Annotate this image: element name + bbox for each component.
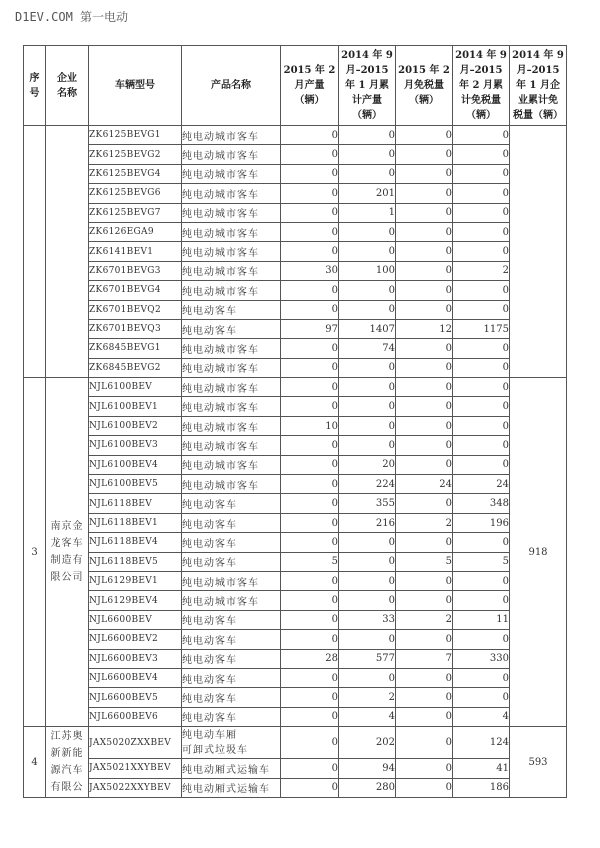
feb-exempt-value: 24 bbox=[396, 475, 453, 494]
feb-production-value: 0 bbox=[281, 533, 339, 552]
cum-production-value: 280 bbox=[339, 778, 396, 797]
feb-production-value: 0 bbox=[281, 281, 339, 300]
vehicle-model: ZK6845BEVG2 bbox=[89, 358, 182, 377]
vehicle-model: ZK6701BEVG3 bbox=[89, 261, 182, 280]
cum-production-value: 0 bbox=[339, 668, 396, 687]
header-text: 2015 年 2 bbox=[283, 65, 336, 76]
cum-production-value: 0 bbox=[339, 552, 396, 571]
table-row bbox=[24, 397, 567, 416]
vehicle-model: JAX5021XXYBEV bbox=[89, 759, 182, 778]
table-row bbox=[24, 242, 567, 261]
feb-exempt-value: 0 bbox=[396, 145, 453, 164]
vehicle-model: ZK6701BEVG4 bbox=[89, 281, 182, 300]
company-name-line: 限公司 bbox=[50, 572, 84, 584]
cum-exempt-value: 2 bbox=[453, 261, 510, 280]
cum-exempt-value: 0 bbox=[453, 455, 510, 474]
product-name: 纯电动城市客车 bbox=[182, 222, 281, 241]
header-text: （辆） bbox=[466, 110, 496, 121]
header-text: 月产量 bbox=[294, 80, 325, 91]
cum-production-value: 94 bbox=[339, 759, 396, 778]
product-name: 纯电动客车 bbox=[182, 533, 281, 552]
product-name: 纯电动城市客车 bbox=[182, 203, 281, 222]
vehicle-model: NJL6100BEV bbox=[89, 378, 182, 397]
feb-production-value: 0 bbox=[281, 242, 339, 261]
cum-exempt-value: 0 bbox=[453, 688, 510, 707]
header-company-cum-exempt bbox=[510, 46, 567, 126]
row-index: 3 bbox=[24, 378, 46, 727]
exemption-table bbox=[23, 45, 567, 798]
vehicle-model: NJL6129BEV1 bbox=[89, 571, 182, 590]
feb-exempt-value: 0 bbox=[396, 339, 453, 358]
feb-exempt-value: 0 bbox=[396, 668, 453, 687]
header-text: 计免税量 bbox=[461, 95, 501, 106]
header-feb-exempt bbox=[396, 46, 453, 126]
vehicle-model: NJL6600BEV bbox=[89, 610, 182, 629]
cum-exempt-value: 4 bbox=[453, 707, 510, 726]
vehicle-model: NJL6118BEV5 bbox=[89, 552, 182, 571]
feb-production-value: 0 bbox=[281, 184, 339, 203]
table-row bbox=[24, 688, 567, 707]
table-row bbox=[24, 552, 567, 571]
table-row bbox=[24, 455, 567, 474]
table-row bbox=[24, 416, 567, 435]
cum-production-value: 0 bbox=[339, 436, 396, 455]
cum-production-value: 20 bbox=[339, 455, 396, 474]
table-row bbox=[24, 571, 567, 590]
table-row bbox=[24, 778, 567, 797]
company-cum-exempt-value: 918 bbox=[510, 378, 567, 727]
product-name: 纯电动城市客车 bbox=[182, 436, 281, 455]
feb-production-value: 0 bbox=[281, 222, 339, 241]
vehicle-model: ZK6125BEVG1 bbox=[89, 126, 182, 145]
watermark-text: D1EV.COM 第一电动 bbox=[15, 10, 129, 24]
feb-exempt-value: 0 bbox=[396, 300, 453, 319]
table-row bbox=[24, 164, 567, 183]
product-name: 纯电动城市客车 bbox=[182, 184, 281, 203]
table-body bbox=[24, 126, 567, 798]
feb-production-value: 0 bbox=[281, 707, 339, 726]
vehicle-model: NJL6600BEV2 bbox=[89, 630, 182, 649]
table-row bbox=[24, 184, 567, 203]
product-name bbox=[182, 727, 281, 759]
table-row bbox=[24, 668, 567, 687]
cum-exempt-value: 186 bbox=[453, 778, 510, 797]
feb-production-value: 0 bbox=[281, 145, 339, 164]
header-text: 年 2 月累 bbox=[459, 80, 503, 91]
header-row bbox=[24, 46, 567, 126]
company-cum-exempt-value: 593 bbox=[510, 727, 567, 798]
table-row bbox=[24, 727, 567, 759]
product-name: 纯电动城市客车 bbox=[182, 455, 281, 474]
table-row bbox=[24, 126, 567, 145]
header-index bbox=[24, 46, 46, 126]
feb-production-value: 0 bbox=[281, 759, 339, 778]
feb-exempt-value: 0 bbox=[396, 184, 453, 203]
product-name: 纯电动城市客车 bbox=[182, 281, 281, 300]
company-name bbox=[46, 727, 89, 798]
cum-exempt-value: 348 bbox=[453, 494, 510, 513]
cum-exempt-value: 0 bbox=[453, 571, 510, 590]
cum-exempt-value: 0 bbox=[453, 358, 510, 377]
feb-production-value: 0 bbox=[281, 727, 339, 759]
vehicle-model: JAX5022XXYBEV bbox=[89, 778, 182, 797]
product-name: 纯电动客车 bbox=[182, 513, 281, 532]
vehicle-model: ZK6701BEVQ3 bbox=[89, 319, 182, 338]
header-company bbox=[46, 46, 89, 126]
cum-exempt-value: 0 bbox=[453, 184, 510, 203]
cum-production-value: 1 bbox=[339, 203, 396, 222]
product-name: 纯电动城市客车 bbox=[182, 164, 281, 183]
feb-production-value: 0 bbox=[281, 475, 339, 494]
cum-production-value: 0 bbox=[339, 533, 396, 552]
product-name: 纯电动城市客车 bbox=[182, 358, 281, 377]
header-text: 序 bbox=[29, 72, 40, 84]
product-name: 纯电动客车 bbox=[182, 319, 281, 338]
cum-exempt-value: 196 bbox=[453, 513, 510, 532]
vehicle-model: ZK6125BEVG2 bbox=[89, 145, 182, 164]
company-name-line: 源汽车 bbox=[50, 765, 84, 776]
cum-exempt-value: 0 bbox=[453, 145, 510, 164]
table-row bbox=[24, 300, 567, 319]
feb-exempt-value: 0 bbox=[396, 436, 453, 455]
feb-production-value: 0 bbox=[281, 126, 339, 145]
header-model: 车辆型号 bbox=[89, 46, 182, 126]
company-name-line: 龙客车 bbox=[50, 538, 84, 550]
row-index bbox=[24, 126, 46, 378]
cum-production-value: 201 bbox=[339, 184, 396, 203]
table-row bbox=[24, 759, 567, 778]
feb-exempt-value: 0 bbox=[396, 203, 453, 222]
product-name: 纯电动城市客车 bbox=[182, 339, 281, 358]
cum-production-value: 74 bbox=[339, 339, 396, 358]
feb-production-value: 0 bbox=[281, 688, 339, 707]
feb-exempt-value: 0 bbox=[396, 164, 453, 183]
product-name: 纯电动城市客车 bbox=[182, 378, 281, 397]
cum-production-value: 0 bbox=[339, 378, 396, 397]
feb-exempt-value: 2 bbox=[396, 610, 453, 629]
cum-production-value: 4 bbox=[339, 707, 396, 726]
table-row bbox=[24, 222, 567, 241]
feb-exempt-value: 0 bbox=[396, 494, 453, 513]
feb-exempt-value: 0 bbox=[396, 630, 453, 649]
vehicle-model: NJL6100BEV2 bbox=[89, 416, 182, 435]
header-text: 计产量 bbox=[352, 95, 382, 106]
vehicle-model: NJL6118BEV4 bbox=[89, 533, 182, 552]
cum-exempt-value: 0 bbox=[453, 126, 510, 145]
feb-exempt-value: 0 bbox=[396, 533, 453, 552]
cum-exempt-value: 0 bbox=[453, 222, 510, 241]
header-cum-production bbox=[339, 46, 396, 126]
feb-exempt-value: 0 bbox=[396, 707, 453, 726]
cum-production-value: 0 bbox=[339, 281, 396, 300]
feb-production-value: 0 bbox=[281, 513, 339, 532]
product-name: 纯电动城市客车 bbox=[182, 242, 281, 261]
table-row bbox=[24, 630, 567, 649]
vehicle-model: ZK6125BEVG4 bbox=[89, 164, 182, 183]
feb-production-value: 5 bbox=[281, 552, 339, 571]
cum-exempt-value: 1175 bbox=[453, 319, 510, 338]
product-name: 纯电动客车 bbox=[182, 649, 281, 668]
feb-exempt-value: 0 bbox=[396, 378, 453, 397]
table-row bbox=[24, 339, 567, 358]
product-name-line: 可卸式垃圾车 bbox=[182, 744, 248, 756]
cum-production-value: 0 bbox=[339, 222, 396, 241]
company-cum-exempt-value bbox=[510, 126, 567, 378]
feb-production-value: 0 bbox=[281, 436, 339, 455]
feb-production-value: 0 bbox=[281, 339, 339, 358]
cum-production-value: 0 bbox=[339, 126, 396, 145]
feb-production-value: 0 bbox=[281, 378, 339, 397]
table-row bbox=[24, 591, 567, 610]
feb-production-value: 0 bbox=[281, 668, 339, 687]
cum-exempt-value: 5 bbox=[453, 552, 510, 571]
cum-exempt-value: 0 bbox=[453, 416, 510, 435]
cum-exempt-value: 0 bbox=[453, 281, 510, 300]
header-text: 月免税量 bbox=[404, 80, 444, 91]
product-name: 纯电动客车 bbox=[182, 668, 281, 687]
vehicle-model: JAX5020ZXXBEV bbox=[89, 727, 182, 759]
product-name: 纯电动厢式运输车 bbox=[182, 778, 281, 797]
product-name: 纯电动厢式运输车 bbox=[182, 759, 281, 778]
product-name: 纯电动客车 bbox=[182, 707, 281, 726]
vehicle-model: NJL6600BEV4 bbox=[89, 668, 182, 687]
header-text: 月–2015 bbox=[516, 65, 560, 76]
feb-exempt-value: 0 bbox=[396, 358, 453, 377]
header-text: 月–2015 bbox=[459, 65, 503, 76]
feb-production-value: 0 bbox=[281, 164, 339, 183]
cum-exempt-value: 0 bbox=[453, 397, 510, 416]
cum-production-value: 0 bbox=[339, 242, 396, 261]
vehicle-model: NJL6118BEV1 bbox=[89, 513, 182, 532]
feb-production-value: 0 bbox=[281, 358, 339, 377]
cum-production-value: 0 bbox=[339, 416, 396, 435]
cum-production-value: 355 bbox=[339, 494, 396, 513]
table-row bbox=[24, 145, 567, 164]
vehicle-model: NJL6129BEV4 bbox=[89, 591, 182, 610]
product-name: 纯电动城市客车 bbox=[182, 475, 281, 494]
cum-production-value: 2 bbox=[339, 688, 396, 707]
header-text: 税量（辆） bbox=[513, 110, 563, 121]
cum-production-value: 33 bbox=[339, 610, 396, 629]
product-name: 纯电动客车 bbox=[182, 688, 281, 707]
feb-exempt-value: 0 bbox=[396, 126, 453, 145]
cum-exempt-value: 124 bbox=[453, 727, 510, 759]
cum-production-value: 216 bbox=[339, 513, 396, 532]
feb-exempt-value: 7 bbox=[396, 649, 453, 668]
vehicle-model: NJL6100BEV4 bbox=[89, 455, 182, 474]
product-name: 纯电动客车 bbox=[182, 552, 281, 571]
feb-production-value: 0 bbox=[281, 300, 339, 319]
cum-production-value: 0 bbox=[339, 571, 396, 590]
feb-exempt-value: 0 bbox=[396, 397, 453, 416]
feb-production-value: 0 bbox=[281, 397, 339, 416]
feb-production-value: 30 bbox=[281, 261, 339, 280]
product-name: 纯电动城市客车 bbox=[182, 261, 281, 280]
header-text: 业累计免 bbox=[518, 95, 558, 106]
header-text: （辆） bbox=[409, 95, 439, 106]
product-name: 纯电动客车 bbox=[182, 300, 281, 319]
header-text: 年 1 月企 bbox=[516, 80, 560, 91]
cum-exempt-value: 0 bbox=[453, 630, 510, 649]
product-name: 纯电动客车 bbox=[182, 494, 281, 513]
header-text: 名称 bbox=[57, 87, 77, 99]
header-text: 月–2015 bbox=[345, 65, 389, 76]
cum-production-value: 0 bbox=[339, 145, 396, 164]
vehicle-model: NJL6600BEV3 bbox=[89, 649, 182, 668]
feb-exempt-value: 0 bbox=[396, 759, 453, 778]
product-name: 纯电动客车 bbox=[182, 630, 281, 649]
feb-exempt-value: 0 bbox=[396, 222, 453, 241]
product-name: 纯电动客车 bbox=[182, 610, 281, 629]
vehicle-model: NJL6100BEV5 bbox=[89, 475, 182, 494]
header-text: （辆） bbox=[294, 95, 325, 106]
table-row bbox=[24, 261, 567, 280]
feb-exempt-value: 0 bbox=[396, 242, 453, 261]
feb-exempt-value: 0 bbox=[396, 727, 453, 759]
cum-production-value: 100 bbox=[339, 261, 396, 280]
company-name bbox=[46, 378, 89, 727]
vehicle-model: NJL6600BEV6 bbox=[89, 707, 182, 726]
feb-production-value: 0 bbox=[281, 203, 339, 222]
table-row bbox=[24, 513, 567, 532]
feb-exempt-value: 12 bbox=[396, 319, 453, 338]
table-row bbox=[24, 707, 567, 726]
company-name-line: 有限公 bbox=[50, 782, 84, 793]
feb-exempt-value: 2 bbox=[396, 513, 453, 532]
vehicle-model: NJL6600BEV5 bbox=[89, 688, 182, 707]
header-text: 2015 年 2 bbox=[398, 65, 450, 76]
feb-production-value: 0 bbox=[281, 455, 339, 474]
feb-exempt-value: 0 bbox=[396, 591, 453, 610]
feb-production-value: 0 bbox=[281, 571, 339, 590]
cum-exempt-value: 0 bbox=[453, 378, 510, 397]
product-name: 纯电动城市客车 bbox=[182, 591, 281, 610]
cum-production-value: 0 bbox=[339, 630, 396, 649]
table-row bbox=[24, 610, 567, 629]
product-name: 纯电动城市客车 bbox=[182, 145, 281, 164]
header-text: 2014 年 9 bbox=[341, 50, 393, 61]
header-text: 号 bbox=[29, 87, 40, 99]
table-row bbox=[24, 436, 567, 455]
feb-production-value: 0 bbox=[281, 630, 339, 649]
cum-exempt-value: 0 bbox=[453, 164, 510, 183]
feb-exempt-value: 0 bbox=[396, 416, 453, 435]
cum-production-value: 0 bbox=[339, 164, 396, 183]
header-text: 企业 bbox=[57, 72, 77, 84]
feb-exempt-value: 0 bbox=[396, 455, 453, 474]
table-row bbox=[24, 533, 567, 552]
company-name-line: 江苏奥 bbox=[50, 731, 84, 742]
header-product: 产品名称 bbox=[182, 46, 281, 126]
cum-exempt-value: 41 bbox=[453, 759, 510, 778]
header-text: 2014 年 9 bbox=[455, 50, 507, 61]
feb-exempt-value: 0 bbox=[396, 261, 453, 280]
company-name bbox=[46, 126, 89, 378]
table-row bbox=[24, 281, 567, 300]
feb-exempt-value: 0 bbox=[396, 688, 453, 707]
feb-production-value: 0 bbox=[281, 778, 339, 797]
product-name: 纯电动城市客车 bbox=[182, 126, 281, 145]
cum-exempt-value: 0 bbox=[453, 668, 510, 687]
cum-exempt-value: 0 bbox=[453, 300, 510, 319]
header-text: 年 1 月累 bbox=[345, 80, 389, 91]
cum-production-value: 1407 bbox=[339, 319, 396, 338]
vehicle-model: ZK6126EGA9 bbox=[89, 222, 182, 241]
feb-production-value: 97 bbox=[281, 319, 339, 338]
row-index: 4 bbox=[24, 727, 46, 798]
cum-exempt-value: 0 bbox=[453, 339, 510, 358]
vehicle-model: ZK6125BEVG7 bbox=[89, 203, 182, 222]
feb-exempt-value: 0 bbox=[396, 571, 453, 590]
cum-exempt-value: 0 bbox=[453, 591, 510, 610]
cum-production-value: 202 bbox=[339, 727, 396, 759]
cum-exempt-value: 11 bbox=[453, 610, 510, 629]
table-row bbox=[24, 494, 567, 513]
header-text: 2014 年 9 bbox=[512, 50, 564, 61]
cum-exempt-value: 330 bbox=[453, 649, 510, 668]
product-name: 纯电动城市客车 bbox=[182, 397, 281, 416]
cum-production-value: 0 bbox=[339, 300, 396, 319]
cum-exempt-value: 0 bbox=[453, 436, 510, 455]
vehicle-model: NJL6100BEV1 bbox=[89, 397, 182, 416]
feb-production-value: 0 bbox=[281, 591, 339, 610]
header-text: （辆） bbox=[352, 110, 382, 121]
feb-exempt-value: 5 bbox=[396, 552, 453, 571]
cum-exempt-value: 0 bbox=[453, 242, 510, 261]
product-name: 纯电动城市客车 bbox=[182, 571, 281, 590]
cum-production-value: 0 bbox=[339, 358, 396, 377]
cum-production-value: 224 bbox=[339, 475, 396, 494]
table-row bbox=[24, 649, 567, 668]
vehicle-model: ZK6701BEVQ2 bbox=[89, 300, 182, 319]
table-row bbox=[24, 378, 567, 397]
company-name-line: 制造有 bbox=[50, 555, 84, 567]
company-name-line: 新新能 bbox=[50, 748, 84, 759]
feb-exempt-value: 0 bbox=[396, 778, 453, 797]
header-cum-exempt bbox=[453, 46, 510, 126]
cum-exempt-value: 24 bbox=[453, 475, 510, 494]
vehicle-model: ZK6125BEVG6 bbox=[89, 184, 182, 203]
feb-exempt-value: 0 bbox=[396, 281, 453, 300]
product-name-line: 纯电动车厢 bbox=[182, 729, 237, 741]
feb-production-value: 28 bbox=[281, 649, 339, 668]
feb-production-value: 10 bbox=[281, 416, 339, 435]
cum-production-value: 0 bbox=[339, 397, 396, 416]
cum-production-value: 577 bbox=[339, 649, 396, 668]
feb-production-value: 0 bbox=[281, 494, 339, 513]
table-row bbox=[24, 358, 567, 377]
header-feb-production bbox=[281, 46, 339, 126]
vehicle-model: NJL6118BEV bbox=[89, 494, 182, 513]
product-name: 纯电动城市客车 bbox=[182, 416, 281, 435]
vehicle-model: NJL6100BEV3 bbox=[89, 436, 182, 455]
cum-exempt-value: 0 bbox=[453, 533, 510, 552]
cum-exempt-value: 0 bbox=[453, 203, 510, 222]
company-name-line: 南京金 bbox=[50, 521, 84, 533]
feb-production-value: 0 bbox=[281, 610, 339, 629]
table-row bbox=[24, 203, 567, 222]
table-row bbox=[24, 475, 567, 494]
vehicle-model: ZK6845BEVG1 bbox=[89, 339, 182, 358]
vehicle-model: ZK6141BEV1 bbox=[89, 242, 182, 261]
cum-production-value: 0 bbox=[339, 591, 396, 610]
table-row bbox=[24, 319, 567, 338]
